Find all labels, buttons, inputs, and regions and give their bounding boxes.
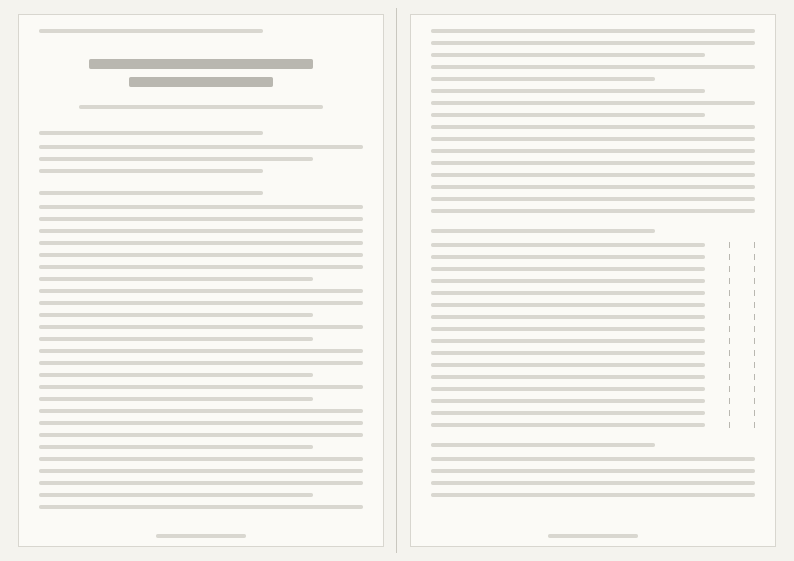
- option-line: [431, 53, 705, 57]
- option-line: [39, 469, 363, 473]
- answer-paren[interactable]: [729, 242, 755, 248]
- option-line: [39, 229, 363, 233]
- option-line: [39, 289, 363, 293]
- judgment-line: [431, 267, 705, 271]
- judgment-line: [431, 375, 705, 379]
- answer-paren[interactable]: [729, 254, 755, 260]
- answer-paren[interactable]: [729, 278, 755, 284]
- answer-paren[interactable]: [729, 422, 755, 428]
- option-line: [431, 173, 755, 177]
- judgment-line: [431, 303, 705, 307]
- answer-paren[interactable]: [729, 302, 755, 308]
- judgment-line: [431, 399, 705, 403]
- question-line: [431, 469, 755, 473]
- option-line: [431, 101, 755, 105]
- option-line: [39, 253, 363, 257]
- answer-paren[interactable]: [729, 266, 755, 272]
- section-heading: [431, 443, 655, 447]
- notice-heading: [39, 131, 263, 135]
- notice-line: [39, 145, 363, 149]
- option-line: [431, 41, 755, 45]
- option-line: [431, 125, 755, 129]
- question-line: [39, 457, 363, 461]
- answer-paren[interactable]: [729, 362, 755, 368]
- question-line: [39, 241, 363, 245]
- judgment-line: [431, 411, 705, 415]
- answer-paren[interactable]: [729, 398, 755, 404]
- page-footer: [156, 534, 246, 538]
- question-line: [431, 149, 755, 153]
- question-line: [39, 421, 363, 425]
- answer-paren[interactable]: [729, 314, 755, 320]
- answer-paren[interactable]: [729, 386, 755, 392]
- judgment-line: [431, 279, 705, 283]
- title-block: [89, 59, 313, 69]
- option-line: [39, 445, 313, 449]
- judgment-line: [431, 291, 705, 295]
- question-line: [39, 205, 363, 209]
- answer-paren[interactable]: [729, 290, 755, 296]
- right-column: [410, 14, 776, 547]
- option-line: [39, 313, 313, 317]
- answer-paren[interactable]: [729, 350, 755, 356]
- option-line: [39, 505, 363, 509]
- notice-line: [39, 169, 263, 173]
- judgment-line: [431, 339, 705, 343]
- option-line: [431, 481, 755, 485]
- option-line: [431, 77, 655, 81]
- question-line: [431, 29, 755, 33]
- option-line: [39, 409, 363, 413]
- page-fold-divider: [396, 8, 397, 553]
- option-line: [39, 493, 313, 497]
- option-line: [39, 373, 313, 377]
- option-line: [39, 325, 363, 329]
- header-strip: [39, 29, 263, 33]
- left-column: [18, 14, 384, 547]
- judgment-line: [431, 315, 705, 319]
- judgment-line: [431, 363, 705, 367]
- option-line: [39, 481, 363, 485]
- notice-line: [39, 157, 313, 161]
- exam-info-strip: [79, 105, 323, 109]
- subtitle-block: [129, 77, 273, 87]
- question-line: [431, 185, 755, 189]
- option-line: [431, 65, 755, 69]
- option-line: [39, 265, 363, 269]
- question-line: [431, 457, 755, 461]
- option-line: [39, 337, 313, 341]
- answer-paren[interactable]: [729, 338, 755, 344]
- section-heading: [431, 229, 655, 233]
- option-line: [39, 301, 363, 305]
- option-line: [431, 161, 755, 165]
- option-line: [431, 137, 755, 141]
- question-line: [431, 89, 705, 93]
- option-line: [431, 493, 755, 497]
- option-line: [39, 433, 363, 437]
- option-line: [39, 217, 363, 221]
- answer-paren[interactable]: [729, 410, 755, 416]
- answer-paren[interactable]: [729, 374, 755, 380]
- judgment-line: [431, 255, 705, 259]
- option-line: [39, 397, 313, 401]
- question-line: [39, 277, 313, 281]
- judgment-line: [431, 243, 705, 247]
- answer-paren[interactable]: [729, 326, 755, 332]
- judgment-line: [431, 423, 705, 427]
- section-heading: [39, 191, 263, 195]
- judgment-line: [431, 327, 705, 331]
- option-line: [431, 197, 755, 201]
- question-line: [39, 361, 363, 365]
- page-footer: [548, 534, 638, 538]
- judgment-line: [431, 387, 705, 391]
- option-line: [431, 113, 705, 117]
- option-line: [431, 209, 755, 213]
- option-line: [39, 349, 363, 353]
- judgment-line: [431, 351, 705, 355]
- option-line: [39, 385, 363, 389]
